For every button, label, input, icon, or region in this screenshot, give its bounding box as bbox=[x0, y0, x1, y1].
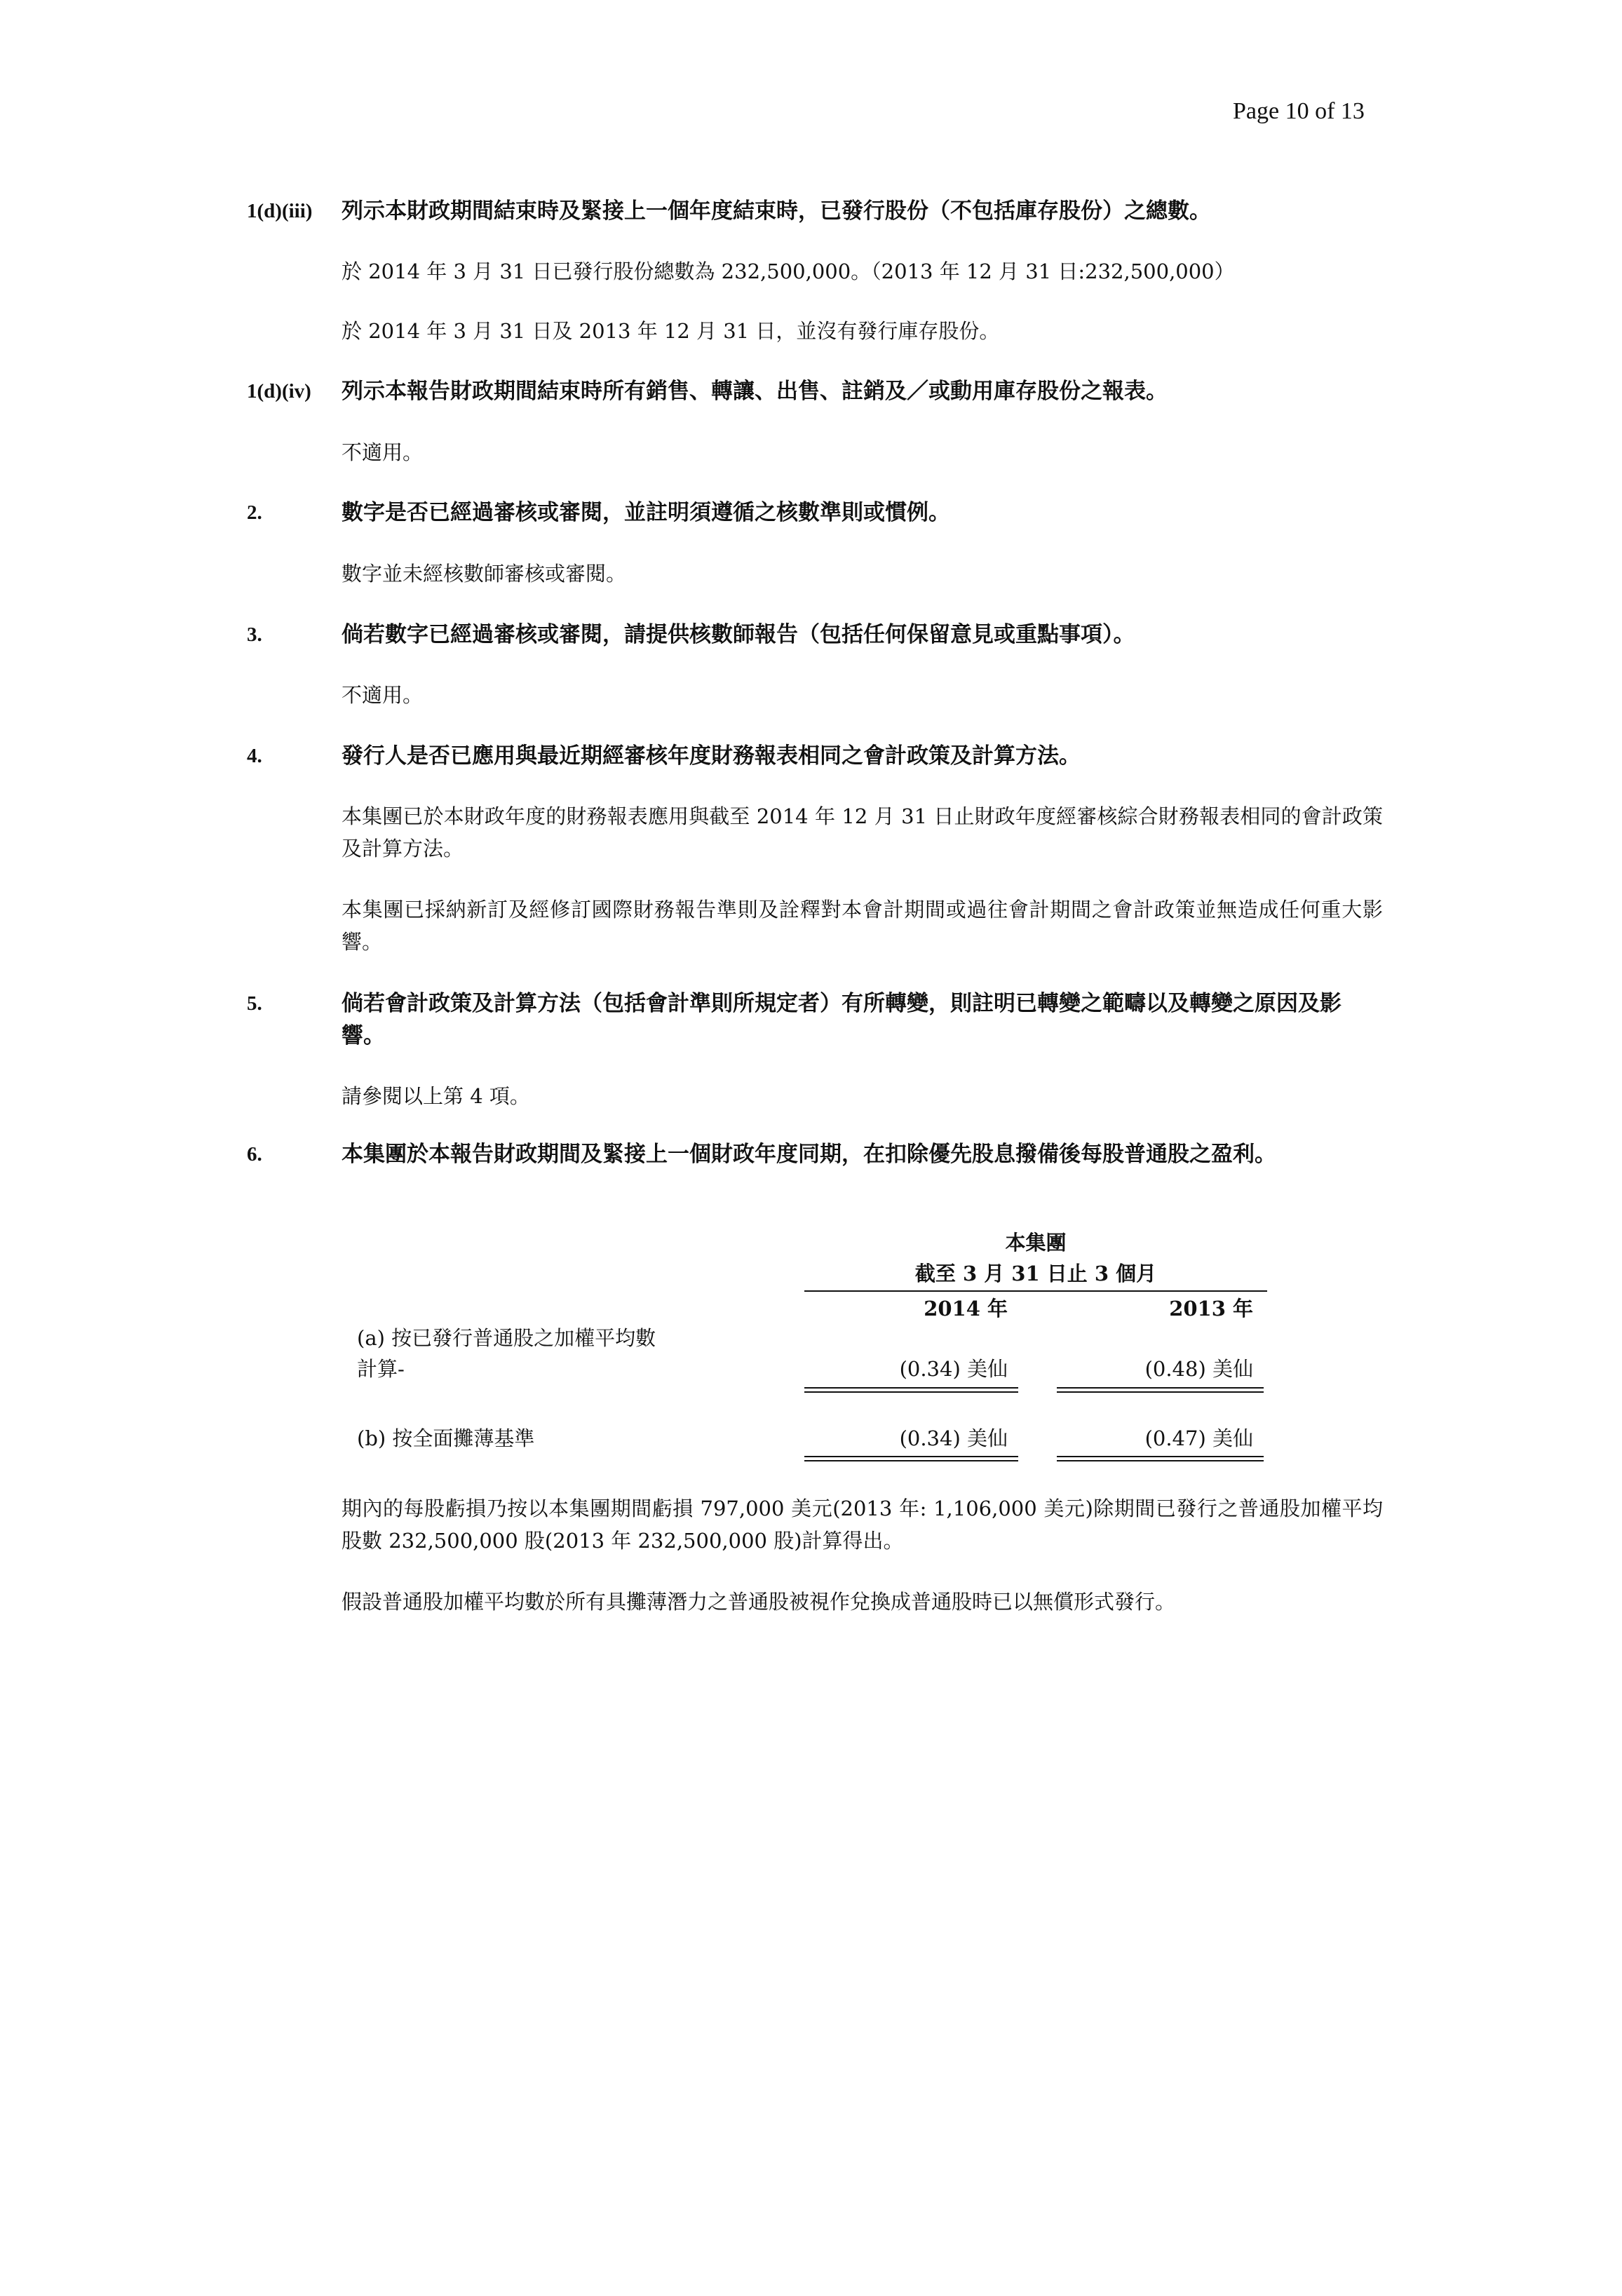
section-number: 1(d)(iii) bbox=[247, 200, 313, 222]
paragraph-new-standards: 本集團已採納新訂及經修訂國際財務報告準則及詮釋對本會計期間或過往會計期間之會計政策並無造成任何重大影響。 bbox=[342, 898, 1383, 954]
row-b-value-2014: (0.34) 美仙 bbox=[899, 1426, 1008, 1450]
column-header-2014: 2014 年 bbox=[924, 1297, 1008, 1321]
paragraph-issued-shares: 於 2014 年 3 月 31 日已發行股份總數為 232,500,000。（2013 年 12 月 31 日:232,500,000） bbox=[342, 259, 1235, 283]
section-title: 本集團於本報告財政期間及緊接上一個財政年度同期，在扣除優先股息撥備後每股普通股之盈利。 bbox=[342, 1142, 1276, 1167]
section-title: 列示本財政期間結束時及緊接上一個年度結束時，已發行股份（不包括庫存股份）之總數。 bbox=[342, 198, 1211, 224]
row-b-double-rule-2013 bbox=[1057, 1456, 1264, 1461]
column-header-2013: 2013 年 bbox=[1169, 1297, 1253, 1321]
row-label-a-line1: (a) 按已發行普通股之加權平均數 bbox=[357, 1326, 656, 1350]
row-a-value-2013: (0.48) 美仙 bbox=[1144, 1357, 1253, 1381]
paragraph-accounting-policies: 本集團已於本財政年度的財務報表應用與截至 2014 年 12 月 31 日止財政年度經審核綜合財務報表相同的會計政策及計算方法。 bbox=[342, 804, 1383, 860]
group-header: 本集團 bbox=[1005, 1231, 1067, 1255]
section-number: 6. bbox=[247, 1143, 262, 1166]
section-heading-6 bbox=[247, 1138, 1383, 1170]
row-a-double-rule-2014 bbox=[804, 1387, 1018, 1393]
section-number: 1(d)(iv) bbox=[247, 380, 311, 403]
section-title: 發行人是否已應用與最近期經審核年度財務報表相同之會計政策及計算方法。 bbox=[342, 743, 1081, 769]
row-a-value-2014: (0.34) 美仙 bbox=[899, 1357, 1008, 1381]
row-b-double-rule-2014 bbox=[804, 1456, 1018, 1461]
section-heading-1diii bbox=[247, 195, 1383, 227]
paragraph-treasury-shares: 於 2014 年 3 月 31 日及 2013 年 12 月 31 日，並沒有發行庫存股份。 bbox=[342, 319, 1000, 343]
footnote-dilution: 假設普通股加權平均數於所有具攤薄潛力之普通股被視作兌換成普通股時已以無償形式發行。 bbox=[342, 1590, 1176, 1614]
row-label-b: (b) 按全面攤薄基準 bbox=[357, 1426, 535, 1450]
header-rule bbox=[804, 1290, 1267, 1292]
section-title: 倘若數字已經過審核或審閱，請提供核數師報告（包括任何保留意見或重點事項）。 bbox=[342, 622, 1135, 647]
row-label-a-line2: 計算- bbox=[357, 1357, 405, 1381]
section-number: 2. bbox=[247, 501, 262, 524]
period-header: 截至 3 月 31 日止 3 個月 bbox=[914, 1262, 1157, 1285]
section-title: 列示本報告財政期間結束時所有銷售、轉讓、出售、註銷及／或動用庫存股份之報表。 bbox=[342, 379, 1168, 404]
section-heading-3 bbox=[247, 619, 1383, 651]
section-title: 數字是否已經過審核或審閱，並註明須遵循之核數準則或慣例。 bbox=[342, 500, 950, 525]
paragraph-not-audited: 數字並未經核數師審核或審閱。 bbox=[342, 562, 627, 586]
eps-table bbox=[342, 1220, 1274, 1466]
section-heading-1div bbox=[247, 375, 1383, 407]
page-number: Page 10 of 13 bbox=[1233, 98, 1365, 124]
row-a-double-rule-2013 bbox=[1057, 1387, 1264, 1393]
section-number: 4. bbox=[247, 745, 262, 767]
row-b-value-2013: (0.47) 美仙 bbox=[1144, 1426, 1253, 1450]
section-number: 5. bbox=[247, 992, 262, 1015]
section-heading-4 bbox=[247, 740, 1383, 772]
section-title: 倘若會計政策及計算方法（包括會計準則所規定者）有所轉變，則註明已轉變之範疇以及轉變之原因及影響。 bbox=[342, 991, 1341, 1048]
paragraph-not-applicable: 不適用。 bbox=[342, 683, 424, 707]
section-number: 3. bbox=[247, 623, 262, 646]
section-heading-2 bbox=[247, 497, 1383, 529]
section-heading-5 bbox=[247, 987, 1383, 1052]
paragraph-not-applicable: 不適用。 bbox=[342, 440, 424, 464]
paragraph-refer-item-4: 請參閱以上第 4 項。 bbox=[342, 1084, 530, 1108]
footnote-loss-per-share: 期內的每股虧損乃按以本集團期間虧損 797,000 美元(2013 年: 1,106,000 美元)除期間已發行之普通股加權平均股數 232,500,000 股(2013 年 232,500,000 股)計算得出。 bbox=[342, 1497, 1383, 1553]
